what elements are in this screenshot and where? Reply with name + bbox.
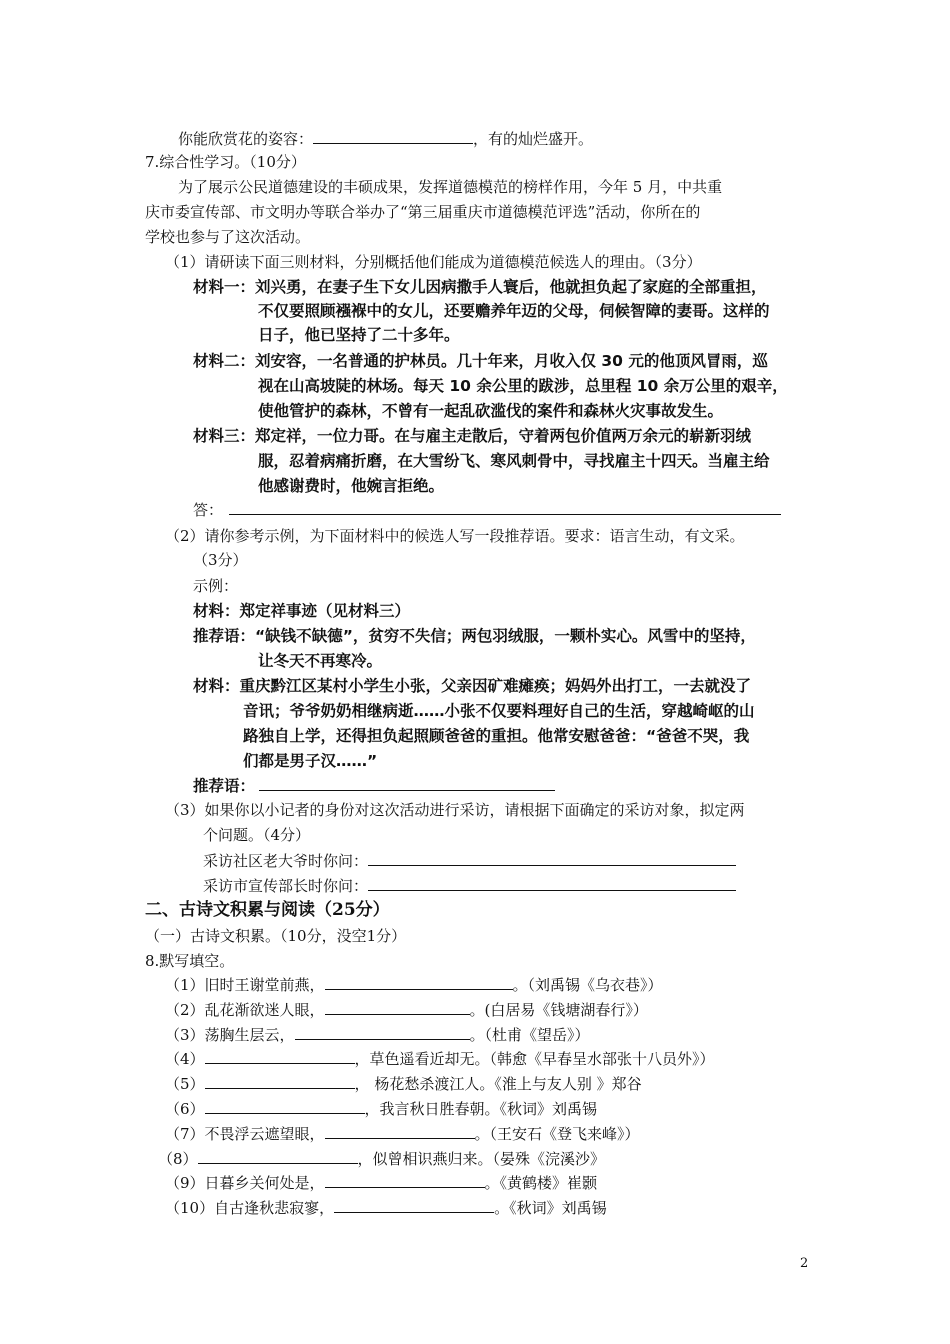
q8-item-7-blank[interactable]	[325, 1124, 475, 1139]
material-2-line: 材料二：刘安容，一名普通的护林员。几十年来，月收入仅 30 元的他顶风冒雨，巡	[193, 352, 768, 370]
example-material	[193, 601, 410, 621]
q7-part2-prompt: （3分）	[193, 551, 248, 569]
example-recommendation: 推荐语：“缺钱不缺德”，贫穷不失信；两包羽绒服，一颗朴实心。风雪中的坚持，	[193, 627, 756, 645]
example-recommendation: 让冬天不再寒冷。	[258, 652, 383, 670]
q7-intro-line: 学校也参与了这次活动。	[145, 228, 311, 246]
q8-item-7	[165, 1124, 640, 1144]
material-3-line: 服，忍着病痛折磨，在大雪纷飞、寒风刺骨中，寻找雇主十四天。当雇主给	[258, 452, 770, 470]
q8-item-8	[158, 1149, 605, 1169]
q6-tail-line	[178, 129, 593, 149]
candidate-material-line: 材料：重庆黔江区某村小学生小张，父亲因矿难瘫痪；妈妈外出打工，一去就没了	[193, 677, 752, 695]
q6-tail-prefix: 你能欣赏花的姿容：	[178, 130, 314, 148]
q7-part1-answer-line	[193, 500, 781, 520]
q8-item-5-blank[interactable]	[205, 1074, 355, 1089]
q8-title: 8.默写填空。	[145, 952, 235, 970]
interview-a-blank[interactable]	[368, 851, 736, 866]
q8-item-6	[165, 1099, 597, 1119]
q8-item-9-post: 。《黄鹤楼》崔颢	[484, 1174, 598, 1192]
page-number: 2	[800, 1256, 809, 1271]
interview-a-label: 采访社区老大爷时你问：	[203, 852, 369, 870]
q8-item-4-blank[interactable]	[205, 1049, 355, 1064]
q8-item-9-blank[interactable]	[325, 1173, 485, 1188]
q8-item-5-post: ， 杨花愁杀渡江人。《淮上与友人别 》郑谷	[354, 1075, 642, 1093]
q8-item-6-pre: （6）	[165, 1100, 205, 1118]
q8-item-5-pre: （5）	[165, 1075, 205, 1093]
q8-item-2-blank[interactable]	[325, 1000, 470, 1015]
q7-intro-line: 庆市委宣传部、市文明办等联合举办了“第三届重庆市道德模范评选”活动，你所在的	[145, 203, 701, 221]
q8-item-1-post: 。（刘禹锡《乌衣巷》）	[512, 976, 663, 994]
q8-item-1	[165, 975, 663, 995]
q8-item-4-pre: （4）	[165, 1050, 205, 1068]
q8-item-4	[165, 1049, 715, 1069]
material-3-line: 他感谢费时，他婉言拒绝。	[258, 477, 445, 495]
material-2-line: 视在山高坡陡的林场。每天 10 余公里的跋涉，总里程 10 余万公里的艰辛，	[258, 377, 788, 395]
q8-item-2-pre: （2）乱花渐欲迷人眼，	[165, 1001, 325, 1019]
q8-item-8-post: ，似曾相识燕归来。（晏殊《浣溪沙》	[357, 1150, 606, 1168]
example-label: 示例：	[193, 577, 239, 595]
interview-question-a	[203, 851, 736, 871]
q7-part1-answer-blank[interactable]	[229, 500, 781, 515]
q8-item-8-pre: （8）	[158, 1150, 198, 1168]
candidate-material-line: 们都是男子汉……”	[243, 752, 378, 770]
q8-item-2-post: 。(白居易《钱塘湖春行》）	[469, 1001, 648, 1019]
q7-part1-prompt: （1）请研读下面三则材料，分别概括他们能成为道德模范候选人的理由。（3分）	[165, 253, 702, 271]
recommendation-answer-blank[interactable]	[259, 776, 555, 791]
q7-part3-prompt: 个问题。（4分）	[203, 826, 311, 844]
recommendation-label: 推荐语：	[193, 777, 256, 795]
candidate-material-line: 路独自上学，还得担负起照顾爸爸的重担。他常安慰爸爸：“爸爸不哭，我	[243, 727, 750, 745]
material-1-line: 日子，他已坚持了二十多年。	[258, 326, 460, 344]
q7-part3-prompt: （3）如果你以小记者的身份对这次活动进行采访，请根据下面确定的采访对象，拟定两	[165, 801, 745, 819]
material-2-line: 使他管护的森林，不曾有一起乱砍滥伐的案件和森林火灾事故发生。	[258, 402, 724, 420]
material-1-line: 不仅要照顾襁褓中的女儿，还要赡养年迈的父母，伺候智障的妻哥。这样的	[258, 302, 770, 320]
q8-item-9-pre: （9）日暮乡关何处是，	[165, 1174, 325, 1192]
interview-b-label: 采访市宣传部长时你问：	[203, 877, 369, 895]
q8-item-9	[165, 1173, 597, 1193]
candidate-material-line: 音讯；爷爷奶奶相继病逝……小张不仅要料理好自己的生活，穿越崎岖的山	[243, 702, 755, 720]
q6-tail-suffix: ，有的灿烂盛开。	[473, 130, 594, 148]
example-material-text: 材料：郑定祥事迹（见材料三）	[193, 602, 411, 620]
q8-item-2	[165, 1000, 648, 1020]
q8-item-3	[165, 1025, 590, 1045]
q7-part2-prompt: （2）请你参考示例，为下面材料中的候选人写一段推荐语。要求：语言生动，有文采。	[165, 527, 745, 545]
material-3-line: 材料三：郑定祥，一位力哥。在与雇主走散后，守着两包价值两万余元的崭新羽绒	[193, 427, 752, 445]
section-2-subheading: （一）古诗文积累。（10分，没空1分）	[145, 927, 407, 945]
q8-item-10-post: 。《秋词》刘禹锡	[494, 1199, 607, 1217]
q8-item-1-pre: （1）旧时王谢堂前燕，	[165, 976, 325, 994]
interview-b-blank[interactable]	[368, 876, 736, 891]
q7-intro-line: 为了展示公民道德建设的丰硕成果，发挥道德模范的榜样作用，今年 5 月，中共重	[178, 178, 723, 196]
q8-item-6-blank[interactable]	[205, 1099, 365, 1114]
q8-item-1-blank[interactable]	[325, 975, 513, 990]
q8-item-10-blank[interactable]	[334, 1198, 494, 1213]
q7-title: 7.综合性学习。（10分）	[145, 153, 306, 171]
section-2-heading: 二、古诗文积累与阅读（25分）	[145, 900, 390, 920]
q8-item-10-pre: （10）自古逢秋悲寂寥，	[165, 1199, 335, 1217]
q8-item-10	[165, 1198, 607, 1218]
q8-item-3-blank[interactable]	[295, 1025, 470, 1040]
material-1-line: 材料一：刘兴勇，在妻子生下女儿因病撒手人寰后，他就担负起了家庭的全部重担，	[193, 278, 767, 296]
q8-item-6-post: ，我言秋日胜春朝。《秋词》刘禹锡	[364, 1100, 598, 1118]
recommendation-answer-line	[193, 776, 555, 796]
q8-item-5	[165, 1074, 642, 1094]
q8-item-8-blank[interactable]	[198, 1149, 358, 1164]
q8-item-7-pre: （7）不畏浮云遮望眼，	[165, 1125, 325, 1143]
q8-item-4-post: ，草色遥看近却无。（韩愈《早春呈水部张十八员外》）	[354, 1050, 715, 1068]
answer-label: 答：	[193, 501, 224, 519]
q6-answer-blank[interactable]	[313, 129, 473, 144]
q8-item-7-post: 。（王安石《登飞来峰》）	[474, 1125, 640, 1143]
q8-item-3-pre: （3）荡胸生层云，	[165, 1026, 295, 1044]
interview-question-b	[203, 876, 736, 896]
q8-item-3-post: 。（杜甫《望岳》）	[469, 1026, 590, 1044]
